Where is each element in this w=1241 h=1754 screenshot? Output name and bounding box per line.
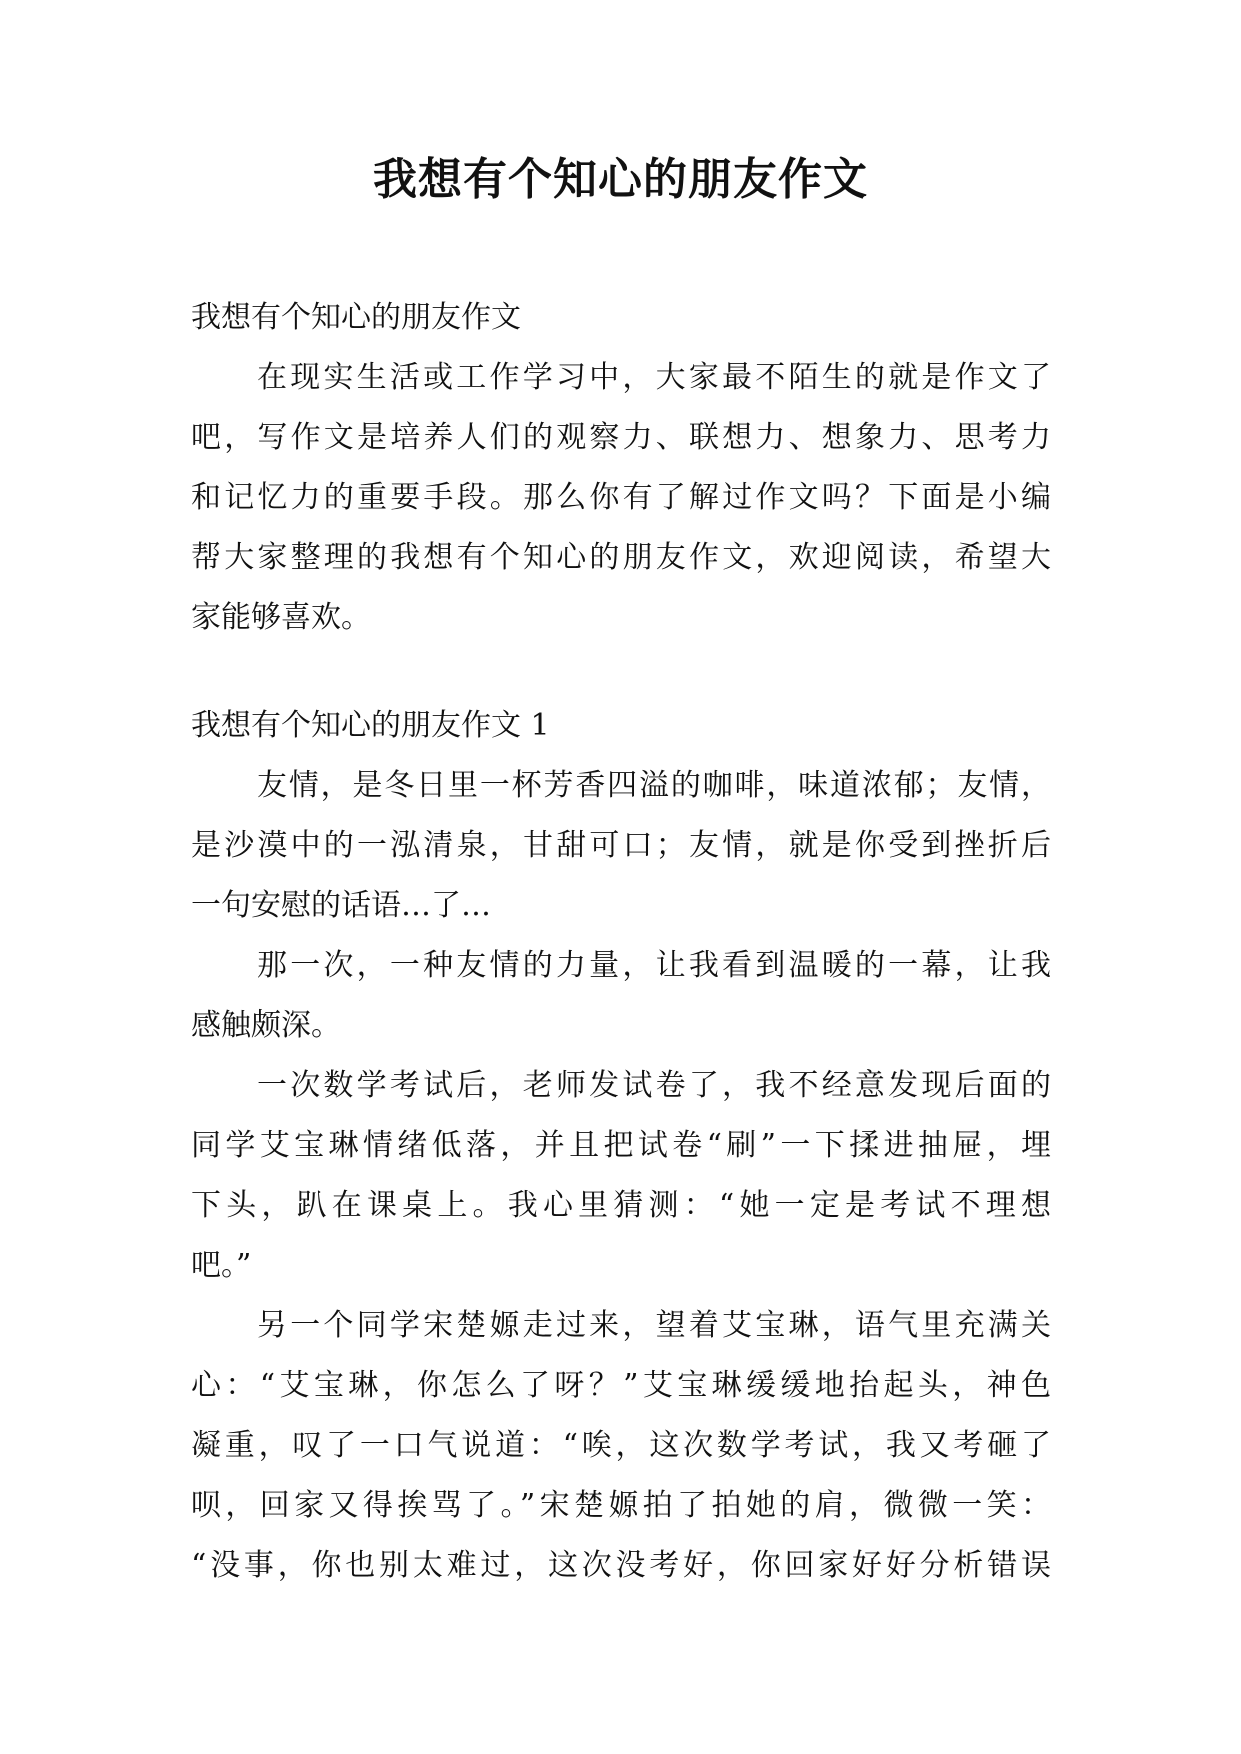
intro-heading: 我想有个知心的朋友作文 [191,300,521,335]
text-line: 帮大家整理的我想有个知心的朋友作文，欢迎阅读，希望大 [191,540,1051,575]
paragraph [191,936,1051,1056]
text-line: 家能够喜欢。 [191,600,371,635]
text-line: 下头，趴在课桌上。我心里猜测：“她一定是考试不理想 [191,1188,1051,1223]
text-line: 一句安慰的话语…了… [191,888,491,923]
text-line: 和记忆力的重要手段。那么你有了解过作文吗？下面是小编 [191,480,1051,515]
text-line: 在现实生活或工作学习中，大家最不陌生的就是作文了 [257,360,1051,395]
intro-paragraph [191,348,1051,648]
paragraph [191,1056,1051,1296]
document-title: 我想有个知心的朋友作文 [373,154,868,205]
text-line: 吧，写作文是培养人们的观察力、联想力、想象力、思考力 [191,420,1051,455]
text-line: 心：“艾宝琳，你怎么了呀？”艾宝琳缓缓地抬起头，神色 [191,1368,1051,1403]
text-line: 吧。” [191,1248,252,1283]
text-line: 友情，是冬日里一杯芳香四溢的咖啡，味道浓郁；友情， [257,768,1051,803]
section-heading: 我想有个知心的朋友作文 1 [191,708,550,743]
text-line: 另一个同学宋楚嫄走过来，望着艾宝琳，语气里充满关 [257,1308,1051,1343]
text-line: 感触颇深。 [191,1008,341,1043]
text-line: 呗，回家又得挨骂了。”宋楚嫄拍了拍她的肩，微微一笑： [191,1488,1051,1523]
text-line: 凝重，叹了一口气说道：“唉，这次数学考试，我又考砸了 [191,1428,1051,1463]
text-line: 一次数学考试后，老师发试卷了，我不经意发现后面的 [257,1068,1051,1103]
text-line: 那一次，一种友情的力量，让我看到温暖的一幕，让我 [257,948,1051,983]
text-line: 同学艾宝琳情绪低落，并且把试卷“刷”一下揉进抽屉，埋 [191,1128,1051,1163]
paragraph [191,756,1051,936]
text-line: “没事，你也别太难过，这次没考好，你回家好好分析错误 [191,1548,1051,1583]
paragraph [191,1296,1051,1596]
text-line: 是沙漠中的一泓清泉，甘甜可口；友情，就是你受到挫折后 [191,828,1051,863]
section-gap [191,648,1051,696]
document-body [191,288,1051,1596]
